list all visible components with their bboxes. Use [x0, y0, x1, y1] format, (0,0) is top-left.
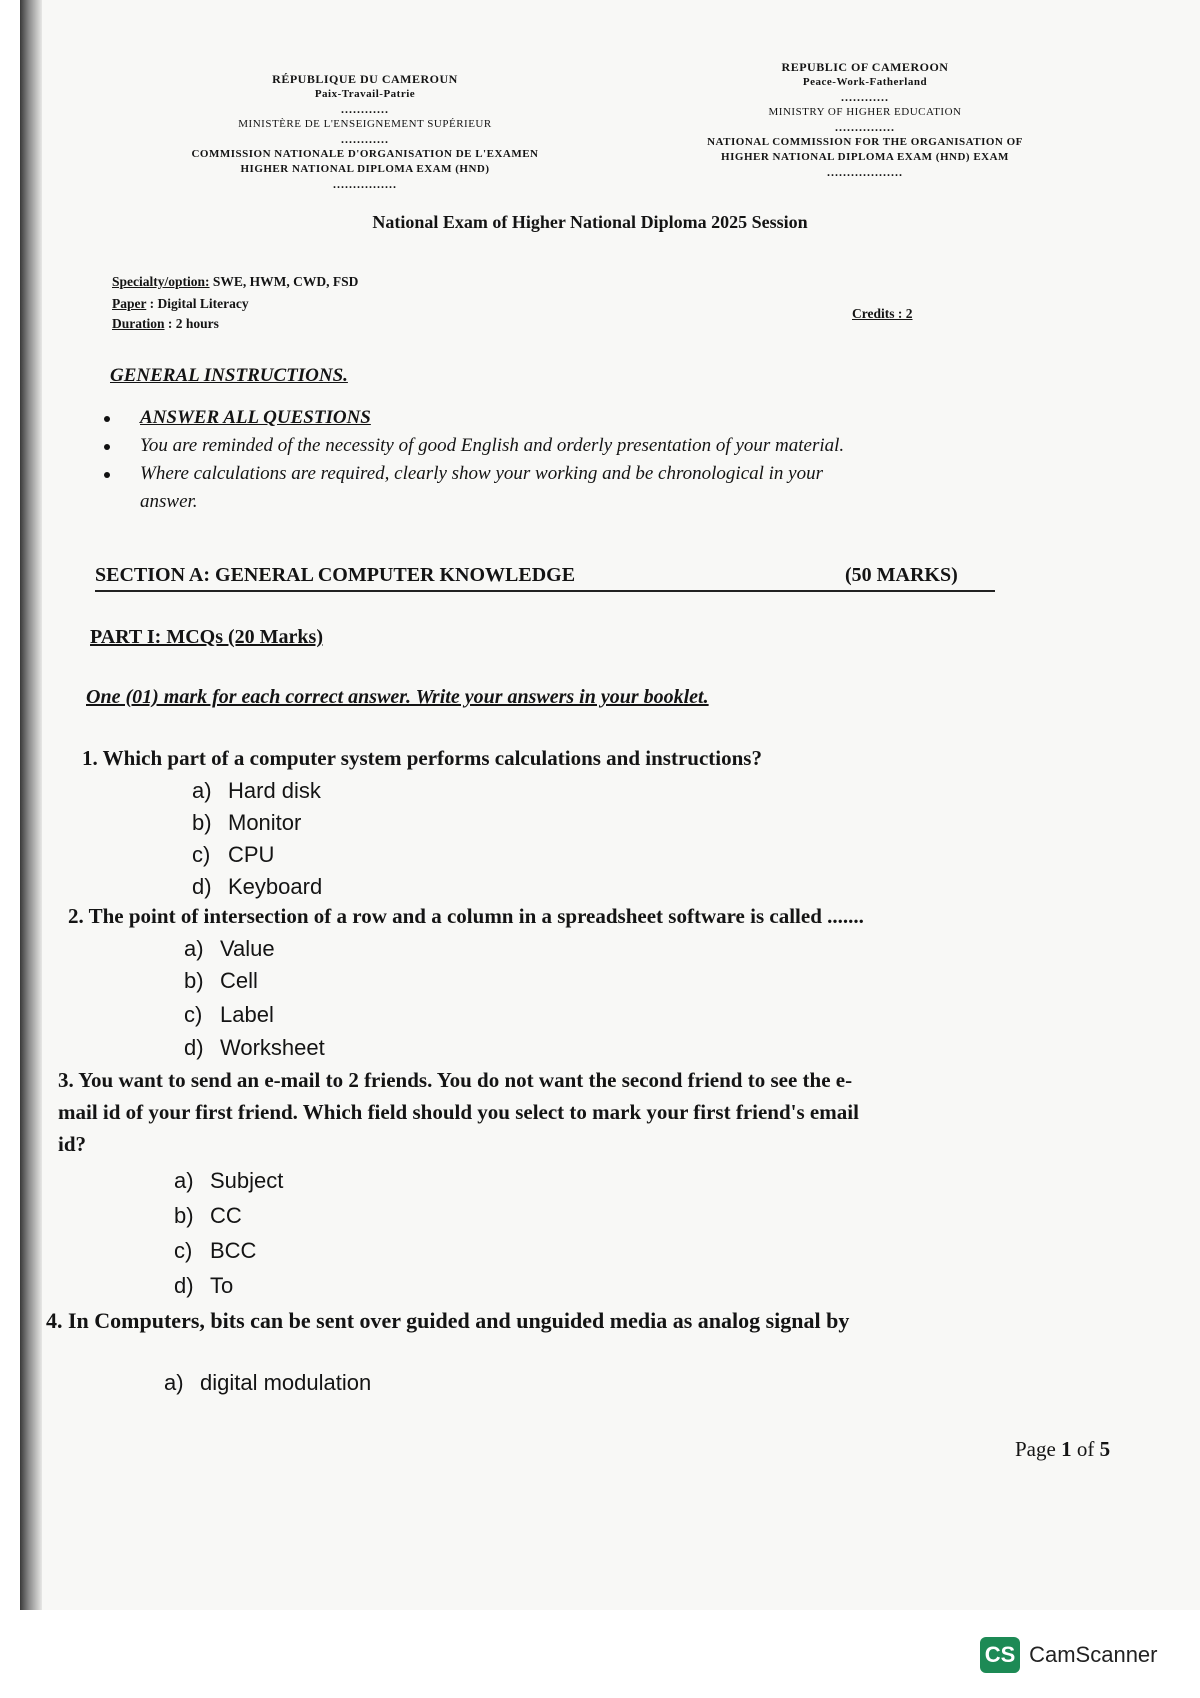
question-option: d) Keyboard [192, 874, 323, 899]
question-option: b) Cell [184, 968, 258, 993]
question-option: b) CC [174, 1203, 242, 1228]
meta-specialty [112, 274, 358, 290]
question-3-line2: mail id of your first friend. Which field should you select to mark your first friend's email [58, 1100, 859, 1124]
section-marks: (50 MARKS) [845, 564, 958, 586]
header-fr-motto: Paix-Travail-Patrie [314, 88, 416, 100]
camscanner-logo-icon: CS [980, 1637, 1020, 1673]
header-fr-country: RÉPUBLIQUE DU CAMEROUN [272, 72, 458, 86]
header-en-country: REPUBLIC OF CAMEROON [781, 60, 949, 74]
question-3-line3: id? [58, 1132, 87, 1156]
duration-label: Duration [112, 316, 165, 331]
part-heading: PART I: MCQs (20 Marks) [90, 626, 323, 648]
question-3-line1: 3. You want to send an e-mail to 2 friends. You do not want the second friend to see the e- [58, 1068, 853, 1092]
camscanner-watermark [980, 1637, 1157, 1673]
header-fr-dots2: ............ [341, 132, 389, 146]
header-en-motto: Peace-Work-Fatherland [802, 76, 928, 88]
question-2: 2. The point of intersection of a row and a column in a spreadsheet software is called ....... [68, 904, 864, 928]
meta-duration [112, 316, 219, 332]
question-4: 4. In Computers, bits can be sent over guided and unguided media as analog signal by [46, 1308, 850, 1333]
bullet-icon [104, 472, 110, 478]
specialty-value: SWE, HWM, CWD, FSD [212, 274, 359, 289]
question-option: a) digital modulation [164, 1370, 372, 1395]
instructions-heading: GENERAL INSTRUCTIONS. [110, 365, 348, 386]
section-a-heading [95, 564, 995, 592]
question-option: b) Monitor [192, 810, 302, 835]
header-en-dots1: ............ [841, 90, 889, 104]
paper-value: : Digital Literacy [149, 296, 249, 311]
exam-page [20, 0, 1200, 1610]
section-title: SECTION A: GENERAL COMPUTER KNOWLEDGE [95, 564, 576, 586]
question-1: 1. Which part of a computer system performs calculations and instructions? [82, 746, 762, 770]
question-option: a) Value [184, 936, 275, 961]
header-english [650, 60, 1080, 180]
header-fr-dots3: ................ [333, 177, 397, 191]
duration-value: : 2 hours [167, 316, 219, 331]
header-fr-ministry: MINISTÈRE DE L'ENSEIGNEMENT SUPÉRIEUR [238, 118, 492, 130]
header-en-commission-2: HIGHER NATIONAL DIPLOMA EXAM (HND) EXAM [721, 151, 1009, 163]
header-en-dots2: ............... [835, 120, 895, 134]
meta-paper [112, 296, 249, 312]
bullet-icon [104, 444, 110, 450]
header-french [95, 72, 635, 192]
header-fr-dots1: ............ [341, 102, 389, 116]
question-option: c) BCC [174, 1238, 257, 1263]
header-en-dots3: ................... [827, 165, 903, 179]
exam-title: National Exam of Higher National Diploma 2025 Session [372, 212, 808, 232]
camscanner-name: CamScanner [1029, 1642, 1158, 1667]
specialty-label: Specialty/option: [112, 274, 210, 289]
page-number: Page 1 of 5 [1015, 1437, 1111, 1461]
question-option: a) Hard disk [192, 778, 321, 803]
question-option: c) Label [184, 1002, 274, 1027]
question-option: d) To [174, 1273, 234, 1298]
header-fr-commission-2: HIGHER NATIONAL DIPLOMA EXAM (HND) [240, 163, 490, 175]
header-en-commission-1: NATIONAL COMMISSION FOR THE ORGANISATION OF [707, 136, 1023, 148]
scan-edge-shadow [20, 0, 42, 1610]
marking-note: One (01) mark for each correct answer. Write your answers in your booklet. [86, 686, 709, 708]
question-option: c) CPU [192, 842, 275, 867]
header-en-ministry: MINISTRY OF HIGHER EDUCATION [768, 106, 962, 118]
bullet-icon [104, 416, 110, 422]
question-option: a) Subject [174, 1168, 284, 1193]
credits: Credits : 2 [852, 306, 913, 321]
header-fr-commission-1: COMMISSION NATIONALE D'ORGANISATION DE L'EXAMEN [191, 148, 539, 160]
paper-label: Paper [112, 296, 147, 311]
question-option: d) Worksheet [184, 1035, 325, 1060]
